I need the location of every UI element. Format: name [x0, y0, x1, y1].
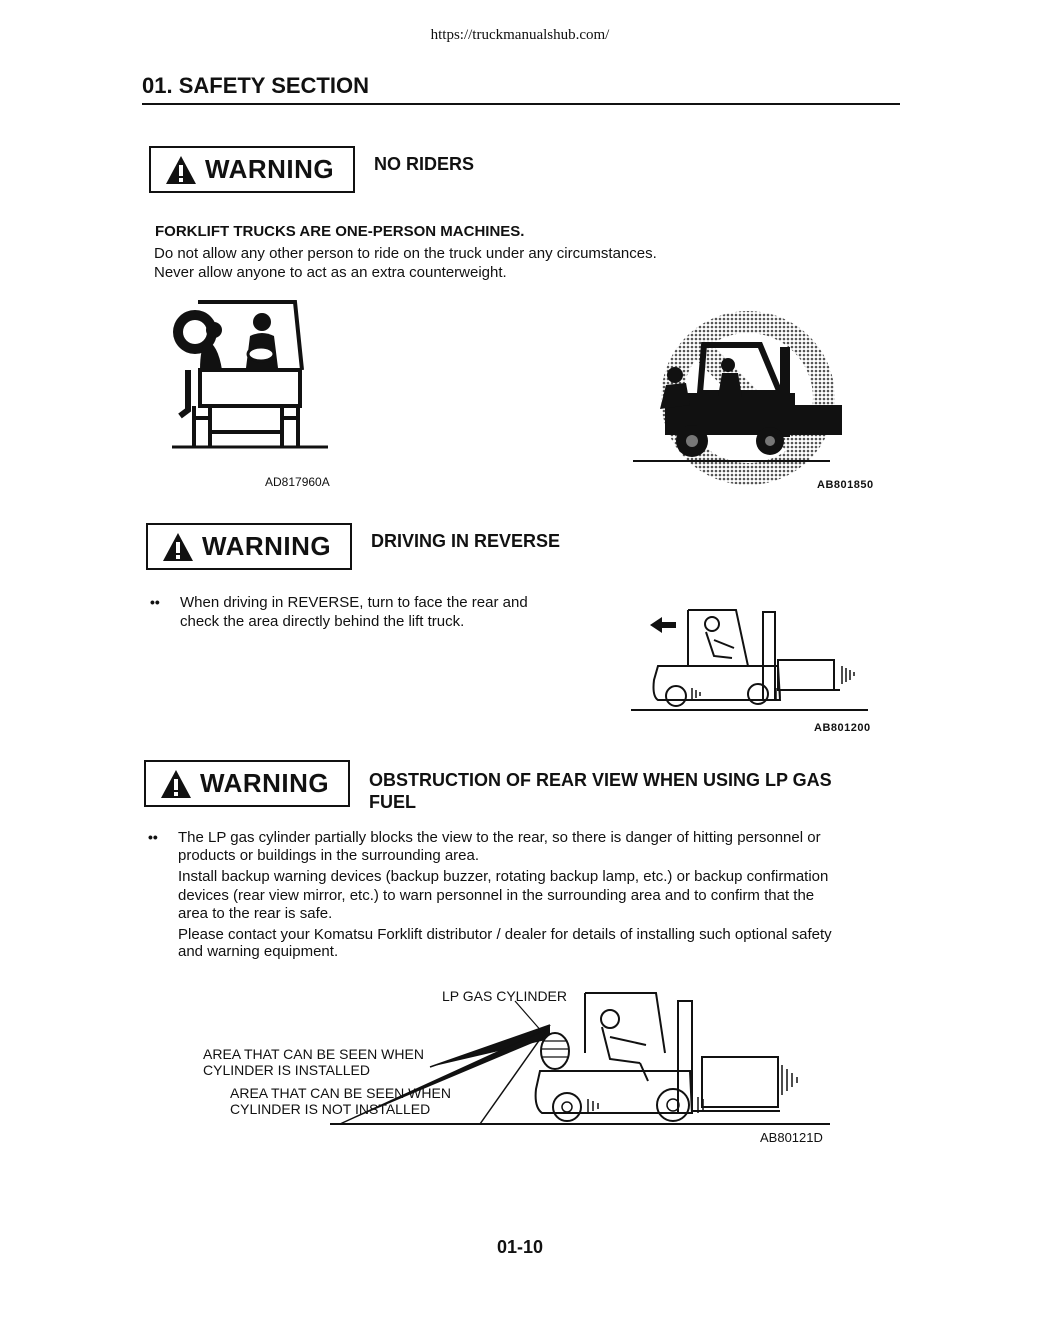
- warning-title: OBSTRUCTION OF REAR VIEW WHEN USING LP GAS: [369, 770, 832, 790]
- warning-triangle-icon: [162, 532, 194, 562]
- page-number: 01-10: [496, 1237, 544, 1257]
- warning-lead: FORKLIFT TRUCKS ARE ONE-PERSON MACHINES.: [155, 223, 525, 240]
- riders-illustration: [170, 300, 330, 455]
- warning-badge: [146, 523, 352, 570]
- warning-label: WARNING: [205, 154, 335, 184]
- section-title: 01. SAFETY SECTION: [142, 73, 369, 98]
- body-line: and warning equipment.: [178, 943, 339, 960]
- body-line: Do not allow any other person to ride on the truck under any circumstances.: [154, 245, 657, 262]
- bullet-marker: ••: [148, 829, 158, 845]
- arrow-left-icon: [650, 617, 676, 633]
- body-line: The LP gas cylinder partially blocks the view to the rear, so there is danger of hitting personnel or: [178, 829, 821, 846]
- area-installed-label: AREA THAT CAN BE SEEN WHEN: [203, 1046, 424, 1062]
- warning-title: NO RIDERS: [374, 154, 475, 174]
- section-divider: [142, 103, 900, 105]
- area-not-installed-label: AREA THAT CAN BE SEEN WHEN: [230, 1085, 451, 1101]
- body-line: Please contact your Komatsu Forklift distributor / dealer for details of installing such optional safety: [178, 926, 832, 943]
- body-line: Install backup warning devices (backup buzzer, rotating backup lamp, etc.) or backup confirmation: [178, 868, 829, 885]
- body-line: area to the rear is safe.: [178, 905, 333, 922]
- bullet-marker: ••: [150, 594, 160, 610]
- warning-label: WARNING: [200, 768, 330, 798]
- warning-triangle-icon: [165, 155, 197, 185]
- warning-triangle-icon: [160, 769, 192, 799]
- area-installed-label: CYLINDER IS INSTALLED: [203, 1062, 371, 1078]
- body-line: When driving in REVERSE, turn to face the rear and: [180, 594, 528, 611]
- warning-badge: [144, 760, 350, 807]
- source-url: https://truckmanualshub.com/: [430, 27, 610, 43]
- area-not-installed-label: CYLINDER IS NOT INSTALLED: [230, 1101, 431, 1117]
- body-line: devices (rear view mirror, etc.) to warn personnel in the surrounding area and to confirm that the: [178, 887, 815, 904]
- figure-code: AB801200: [814, 722, 871, 734]
- body-line: check the area directly behind the lift truck.: [180, 613, 465, 630]
- warning-title-continued: FUEL: [369, 792, 416, 812]
- lp-gas-cylinder-label: LP GAS CYLINDER: [442, 988, 568, 1004]
- figure-code: AB801850: [817, 479, 874, 491]
- warning-label: WARNING: [202, 531, 332, 561]
- reverse-driving-illustration: [628, 600, 873, 718]
- body-line: Never allow anyone to act as an extra counterweight.: [154, 264, 507, 281]
- figure-code: AD817960A: [265, 475, 330, 489]
- warning-badge: [149, 146, 355, 193]
- no-riders-prohibition-illustration: [630, 305, 860, 485]
- figure-code: AB80121D: [760, 1130, 823, 1145]
- body-line: products or buildings in the surrounding area.: [178, 847, 480, 864]
- warning-title: DRIVING IN REVERSE: [371, 531, 561, 551]
